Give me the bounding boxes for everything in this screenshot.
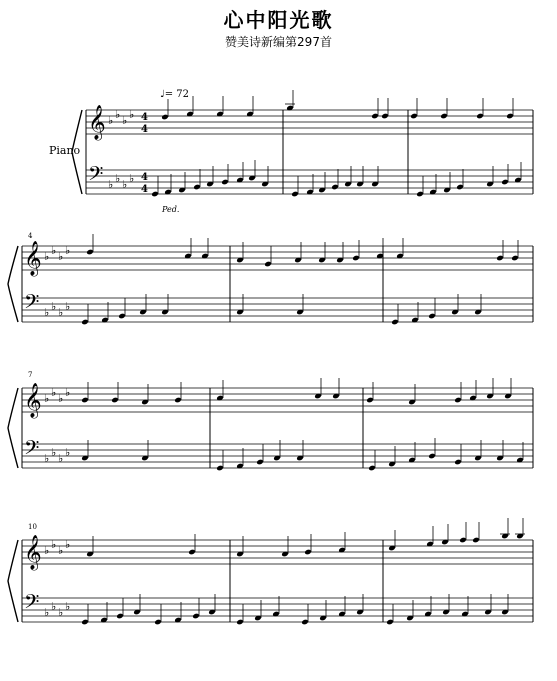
time-signature: 4 <box>141 124 148 135</box>
bass-clef-icon: 𝄢 <box>24 590 40 618</box>
flat-icon: ♭ <box>44 544 50 557</box>
flat-icon: ♭ <box>44 250 50 263</box>
flat-icon: ♭ <box>58 250 64 263</box>
treble-clef-icon: 𝄞 <box>24 241 42 276</box>
time-signature: 4 <box>141 172 148 183</box>
bass-clef-icon: 𝄢 <box>24 290 40 318</box>
flat-icon: ♭ <box>65 300 71 313</box>
brace-icon <box>72 110 82 194</box>
score-subtitle: 赞美诗新编第297首 <box>225 35 332 49</box>
score-title: 心中阳光歌 <box>223 8 334 32</box>
flat-icon: ♭ <box>129 172 135 185</box>
flat-icon: ♭ <box>122 178 128 191</box>
flat-icon: ♭ <box>51 446 57 459</box>
flat-icon: ♭ <box>44 392 50 405</box>
tempo-marking: ♩= 72 <box>160 89 189 100</box>
measure-number: 7 <box>28 371 33 379</box>
flat-icon: ♭ <box>108 114 114 127</box>
flat-icon: ♭ <box>51 300 57 313</box>
flat-icon: ♭ <box>58 606 64 619</box>
flat-icon: ♭ <box>108 178 114 191</box>
flat-icon: ♭ <box>44 606 50 619</box>
flat-icon: ♭ <box>58 392 64 405</box>
brace-icon <box>8 540 18 622</box>
treble-clef-icon: 𝄞 <box>24 383 42 418</box>
treble-clef-icon: 𝄞 <box>24 535 42 570</box>
flat-icon: ♭ <box>65 386 71 399</box>
flat-icon: ♭ <box>58 306 64 319</box>
instrument-label: Piano <box>49 144 81 157</box>
pedal-marking: Ped. <box>162 205 180 214</box>
flat-icon: ♭ <box>65 244 71 257</box>
flat-icon: ♭ <box>58 452 64 465</box>
flat-icon: ♭ <box>44 452 50 465</box>
flat-icon: ♭ <box>65 600 71 613</box>
brace-icon <box>8 388 18 468</box>
measure-number: 10 <box>28 523 37 531</box>
treble-clef-icon: 𝄞 <box>88 105 106 140</box>
flat-icon: ♭ <box>115 108 121 121</box>
flat-icon: ♭ <box>129 108 135 121</box>
flat-icon: ♭ <box>44 306 50 319</box>
bass-clef-icon: 𝄢 <box>24 436 40 464</box>
flat-icon: ♭ <box>58 544 64 557</box>
measure-number: 4 <box>28 232 33 240</box>
flat-icon: ♭ <box>51 600 57 613</box>
time-signature: 4 <box>141 112 148 123</box>
bass-clef-icon: 𝄢 <box>88 162 104 190</box>
flat-icon: ♭ <box>122 114 128 127</box>
flat-icon: ♭ <box>51 386 57 399</box>
flat-icon: ♭ <box>115 172 121 185</box>
time-signature: 4 <box>141 184 148 195</box>
flat-icon: ♭ <box>51 244 57 257</box>
brace-icon <box>8 246 18 322</box>
flat-icon: ♭ <box>65 538 71 551</box>
flat-icon: ♭ <box>65 446 71 459</box>
flat-icon: ♭ <box>51 538 57 551</box>
